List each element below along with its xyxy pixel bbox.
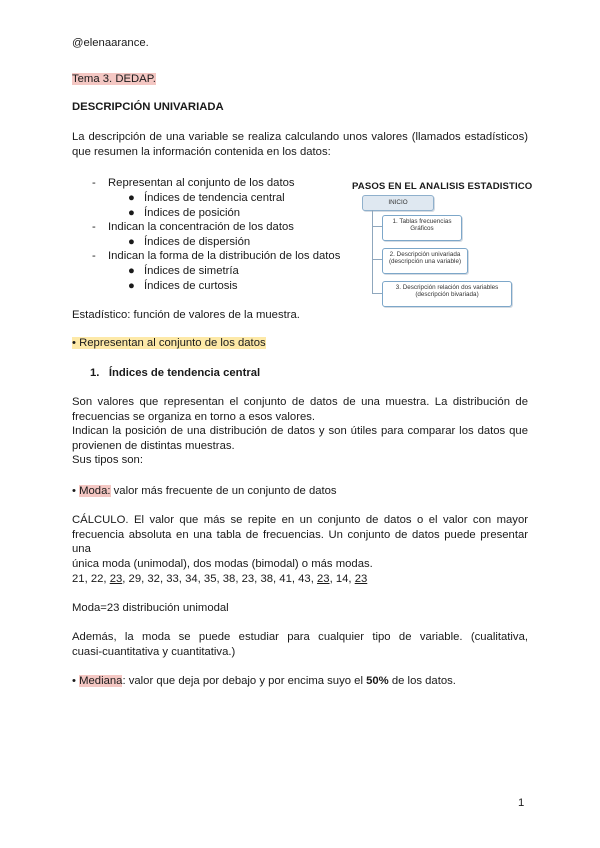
paragraph-line: frecuencias se organiza en torno a esos valores. — [72, 410, 316, 423]
calculo-line: frecuencia absoluta en una tabla de frecuencias. Un conjunto de datos puede presentar una — [72, 528, 528, 556]
ademas-line: Además, la moda se puede estudiar para cualquier tipo de variable. (cualitativa, — [72, 631, 528, 643]
paragraph-tendencia — [72, 395, 528, 468]
diagram-root-label: INICIO — [388, 199, 408, 206]
diagram-title: PASOS EN EL ANALISIS ESTADISTICO — [352, 181, 533, 192]
diagram-step-line: Gráficos — [410, 225, 434, 233]
outline-item: Índices de dispersión — [144, 236, 251, 248]
diagram-step-line: 3. Descripción relación dos variables — [395, 284, 499, 291]
heading-text: Índices de tendencia central — [108, 367, 261, 379]
outline-item: Índices de simetría — [144, 265, 239, 277]
calculo-line: única moda (unimodal), dos modas (bimodal) o más modas. — [72, 557, 373, 570]
diagram-step-box — [382, 215, 462, 241]
section-title: DESCRIPCIÓN UNIVARIADA — [72, 101, 224, 113]
topic-label — [72, 72, 156, 87]
page-number: 1 — [518, 797, 525, 809]
moda-term: Moda: — [79, 485, 111, 497]
diagram-connector — [372, 293, 382, 294]
diagram-connector-vertical — [372, 210, 373, 294]
outline-group-label: Representan al conjunto de los datos — [108, 177, 295, 189]
paragraph-line: provienen de distintas muestras. — [72, 439, 235, 452]
paragraph-line: Son valores que representan el conjunto de datos de una muestra. La distribución de — [72, 396, 528, 408]
moda-bullet: • — [72, 485, 80, 497]
outline-item: Índices de posición — [144, 207, 241, 219]
bullet-dot: ● — [128, 280, 135, 292]
dataset-values — [72, 572, 367, 587]
dataset-segment: 21, 22, — [72, 573, 110, 585]
diagram-step-line: 1. Tablas frecuencias — [392, 218, 452, 225]
ademas-line: cuasi-cuantitativa y cuantitativa.) — [72, 645, 236, 658]
outline-dash: - — [92, 250, 96, 262]
intro-line-2: que resumen la información contenida en los datos: — [72, 145, 331, 158]
author-handle: @elenaarance. — [72, 37, 149, 49]
mediana-text: de los datos. — [388, 675, 456, 687]
moda-result: Moda=23 distribución unimodal — [72, 602, 229, 614]
highlight-heading-text: • Representan al conjunto de los datos — [72, 337, 266, 349]
diagram-step-box — [382, 281, 512, 307]
bullet-dot: ● — [128, 265, 135, 277]
dataset-segment: , 29, 32, 33, 34, 35, 38, 23, 38, 41, 43, — [122, 573, 317, 585]
diagram-step-box — [382, 248, 468, 274]
outline-item: Índices de curtosis — [144, 280, 238, 292]
mediana-text: : valor que deja por debajo y por encima suyo el — [122, 675, 367, 687]
dataset-segment-underlined: 23 — [316, 573, 330, 585]
bullet-dot: ● — [128, 207, 135, 219]
dataset-segment-underlined: 23 — [354, 573, 368, 585]
mediana-bullet: • — [72, 675, 80, 687]
topic-highlight: Tema 3. DEDAP. — [72, 73, 156, 85]
diagram-step-line: (descripción una variable) — [388, 258, 462, 266]
outline-dash: - — [92, 221, 96, 233]
diagram-connector — [372, 226, 382, 227]
paragraph-line: Sus tipos son: — [72, 454, 143, 467]
mediana-percent: 50% — [366, 675, 389, 687]
highlight-heading — [72, 336, 266, 351]
outline-group-label: Indican la concentración de los datos — [108, 221, 294, 233]
diagram-step-line: (descripción bivariada) — [415, 291, 479, 299]
numbered-heading — [90, 366, 260, 381]
outline-dash: - — [92, 177, 96, 189]
dataset-segment: , 14, — [329, 573, 355, 585]
outline-item: Índices de tendencia central — [144, 192, 285, 204]
mediana-term: Mediana — [79, 675, 123, 687]
paragraph-line: Indican la posición de una distribución de datos y son útiles para comparar los datos que — [72, 425, 528, 438]
dataset-segment-underlined: 23 — [109, 573, 123, 585]
diagram-connector — [372, 259, 382, 260]
outline-group-label: Indican la forma de la distribución de los datos — [108, 250, 341, 262]
moda-text: valor más frecuente de un conjunto de datos — [110, 485, 337, 497]
calculo-line: CÁLCULO. El valor que más se repite en un conjunto de datos o el valor con mayor — [72, 514, 528, 526]
intro-line-1: La descripción de una variable se realiza calculando unos valores (llamados estadísticos) — [72, 131, 528, 143]
bullet-dot: ● — [128, 192, 135, 204]
statistic-definition: Estadístico: función de valores de la muestra. — [72, 309, 300, 321]
ademas-paragraph — [72, 630, 528, 659]
mediana-definition — [72, 674, 456, 689]
diagram-step-line: 2. Descripción univariada — [389, 251, 461, 258]
moda-definition — [72, 484, 337, 499]
diagram-root-box — [362, 195, 434, 211]
calculo-paragraph — [72, 513, 528, 571]
heading-number: 1. — [90, 367, 100, 379]
intro-paragraph — [72, 130, 528, 159]
bullet-dot: ● — [128, 236, 135, 248]
